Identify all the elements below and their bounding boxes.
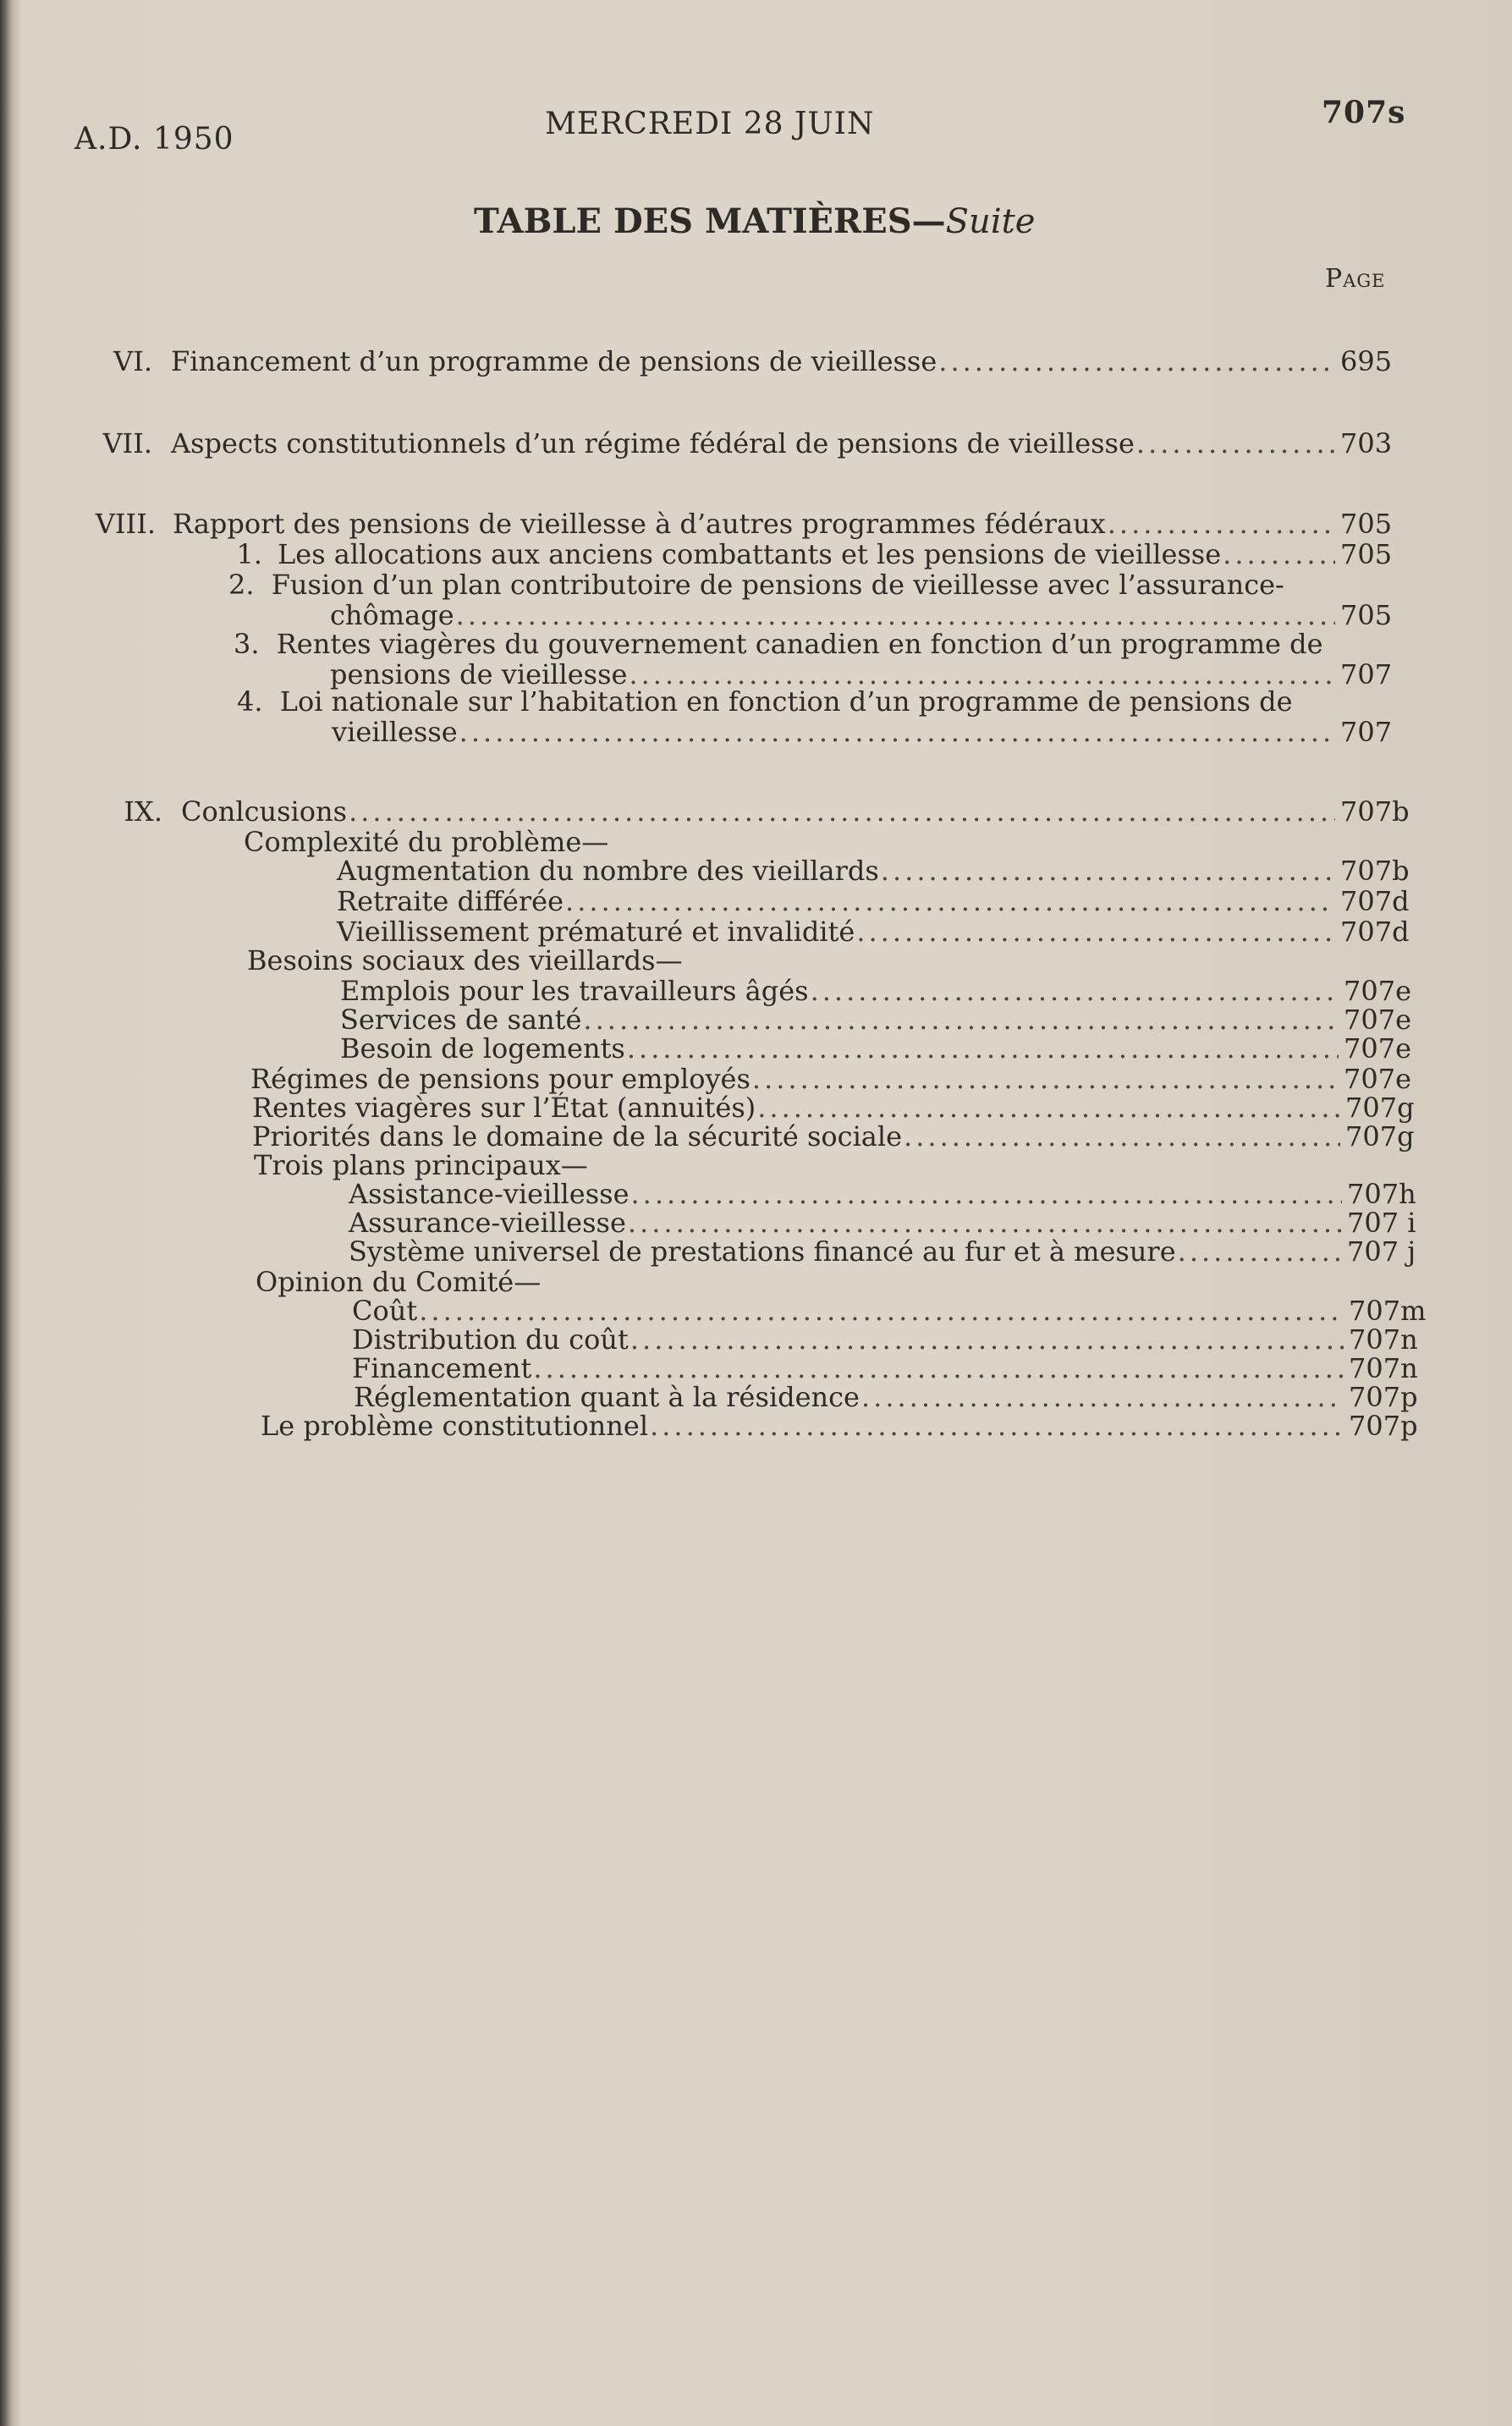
leader-dots (881, 855, 1335, 887)
toc-subentry (340, 1004, 1410, 1034)
toc-entry-page: 705 (1340, 599, 1393, 631)
toc-entry-text: Système universel de prestations financé au fur et à mesure (349, 1235, 1176, 1268)
toc-entry-text: Les allocations aux anciens combattants et les pensions de vieillesse (278, 538, 1222, 570)
leader-dots (456, 599, 1335, 631)
toc-entry-number: IX. (124, 795, 162, 828)
title-suite: Suite (945, 202, 1036, 241)
toc-entry-page: 707 j (1347, 1235, 1416, 1268)
toc-subentry (352, 1352, 1418, 1384)
toc-entry-page: 707g (1345, 1092, 1415, 1124)
toc-entry-page: 707e (1344, 975, 1412, 1007)
toc-subheading: Complexité du problème— (244, 826, 609, 858)
leader-dots (419, 1295, 1344, 1327)
toc-entry-text: Rapport des pensions de vieillesse à d’autres programmes fédéraux (173, 508, 1106, 540)
toc-subentry (337, 855, 1410, 887)
toc-entry-text: Rentes viagères sur l’État (annuités) (252, 1092, 756, 1124)
toc-entry-text: Assistance-vieillesse (349, 1178, 630, 1210)
leader-dots (533, 1352, 1344, 1384)
toc-entry-text: Augmentation du nombre des vieillards (337, 855, 879, 887)
leader-dots (1223, 538, 1335, 570)
toc-entry-text: Loi nationale sur l’habitation en fonction d’un programme de pensions de (279, 685, 1293, 718)
leader-dots (752, 1063, 1339, 1095)
toc-entry-number: 1. (236, 538, 262, 570)
page-title (474, 201, 1035, 241)
leader-dots (938, 345, 1335, 377)
toc-subentry-line1 (228, 569, 1284, 601)
toc-entry-page: 707g (1345, 1120, 1415, 1152)
toc-entry-number: VI. (113, 345, 152, 377)
header-page-number: 707s (1322, 95, 1406, 130)
toc-subentry (252, 1120, 1415, 1152)
leader-dots (627, 1032, 1339, 1064)
toc-entry-text: Conlcusions (181, 795, 348, 828)
toc-entry-page: 705 (1340, 538, 1393, 570)
toc-subentry (252, 1092, 1415, 1124)
leader-dots (757, 1092, 1340, 1124)
toc-entry-text: Financement (352, 1352, 532, 1384)
leader-dots (459, 716, 1335, 748)
leader-dots (856, 916, 1335, 948)
toc-entry-page: 707 (1340, 658, 1393, 690)
toc-entry-page: 707p (1349, 1381, 1418, 1413)
toc-entry-page: 707n (1349, 1323, 1418, 1356)
toc-entry-number: VII. (102, 427, 152, 459)
page-column-label: Page (1325, 264, 1386, 294)
toc-subheading: Trois plans principaux— (254, 1149, 588, 1181)
leader-dots (1178, 1235, 1342, 1268)
toc-subentry (349, 1235, 1416, 1268)
toc-subentry (261, 1410, 1418, 1442)
toc-entry-page: 707d (1340, 916, 1410, 948)
toc-entry-number: 4. (237, 685, 263, 718)
toc-entry-page: 695 (1340, 345, 1393, 377)
leader-dots (650, 1410, 1344, 1442)
toc-entry-text: Financement d’un programme de pensions de vieillesse (171, 345, 937, 377)
toc-entry-page: 707h (1347, 1178, 1416, 1210)
toc-entry-text: Services de santé (340, 1004, 582, 1036)
leader-dots (630, 1323, 1344, 1356)
toc-subentry-line2 (330, 599, 1406, 630)
header-year: A.D. 1950 (74, 122, 234, 157)
toc-entry-page: 707b (1340, 795, 1410, 828)
toc-entry-text: Coût (352, 1295, 418, 1327)
toc-entry-page: 703 (1340, 427, 1393, 459)
toc-entry-text: Retraite différée (337, 885, 564, 917)
toc-entry (107, 795, 1410, 828)
leader-dots (904, 1120, 1340, 1152)
toc-entry-text: Réglementation quant à la résidence (354, 1381, 860, 1413)
toc-entry-text: pensions de vieillesse (330, 658, 628, 690)
toc-entry-text: chômage (330, 599, 454, 631)
toc-entry-number: VIII. (95, 508, 156, 540)
toc-entry-text: Besoin de logements (340, 1032, 625, 1064)
leader-dots (628, 1207, 1342, 1239)
toc-entry-page: 707b (1340, 855, 1410, 887)
toc-entry-text: Assurance-vieillesse (349, 1207, 626, 1239)
toc-subentry (250, 1063, 1410, 1093)
toc-subentry (337, 916, 1410, 948)
toc-subentry (340, 1032, 1410, 1063)
leader-dots (349, 795, 1335, 828)
toc-subentry (349, 1207, 1416, 1239)
toc-subheading: Opinion du Comité— (256, 1266, 542, 1298)
toc-subentry (354, 1381, 1418, 1413)
toc-subentry-line1 (237, 685, 1293, 718)
toc-subentry (352, 1323, 1418, 1356)
leader-dots (583, 1004, 1339, 1036)
leader-dots (1108, 508, 1335, 540)
toc-subentry (337, 885, 1410, 917)
toc-entry-page: 705 (1340, 508, 1393, 540)
toc-entry-text: Distribution du coût (352, 1323, 629, 1356)
toc-subentry-line2 (332, 716, 1406, 746)
toc-entry-page: 707n (1349, 1352, 1418, 1384)
toc-subentry (352, 1295, 1427, 1327)
toc-entry-text: Aspects constitutionnels d’un régime fédéral de pensions de vieillesse (171, 427, 1135, 459)
toc-entry-text: Régimes de pensions pour employés (250, 1063, 751, 1095)
toc-entry-page: 707d (1340, 885, 1410, 917)
leader-dots (565, 885, 1335, 917)
leader-dots (811, 975, 1339, 1007)
toc-entry-number: 3. (234, 628, 260, 660)
toc-subentry (349, 1178, 1416, 1210)
title-main: TABLE DES MATIÈRES— (474, 201, 946, 241)
header-date: MERCREDI 28 JUIN (545, 107, 875, 141)
toc-entry-text: Priorités dans le domaine de la sécurité sociale (252, 1120, 903, 1152)
toc-subentry-line1 (234, 628, 1323, 660)
toc-entry-text: Le problème constitutionnel (261, 1410, 649, 1442)
toc-entry (93, 345, 1406, 376)
leader-dots (1136, 427, 1335, 459)
toc-entry-page: 707p (1349, 1410, 1418, 1442)
toc-subentry (228, 538, 1406, 569)
toc-entry-page: 707e (1344, 1004, 1412, 1036)
toc-entry (78, 508, 1406, 538)
toc-entry-page: 707m (1349, 1295, 1427, 1327)
toc-entry-page: 707e (1344, 1063, 1412, 1095)
leader-dots (631, 1178, 1343, 1210)
leader-dots (861, 1381, 1344, 1413)
toc-subentry (340, 975, 1410, 1005)
toc-entry-text: Vieillissement prématuré et invalidité (337, 916, 855, 948)
toc-entry-page: 707e (1344, 1032, 1412, 1064)
toc-entry-text: Fusion d’un plan contributoire de pensions de vieillesse avec l’assurance- (271, 569, 1284, 601)
toc-entry-page: 707 i (1347, 1207, 1416, 1239)
toc-subentry-line2 (330, 658, 1406, 689)
toc-entry-text: Rentes viagères du gouvernement canadien en fonction d’un programme de (276, 628, 1323, 660)
toc-entry-text: vieillesse (332, 716, 458, 748)
toc-subheading: Besoins sociaux des vieillards— (247, 944, 683, 976)
toc-entry (81, 427, 1406, 458)
toc-entry-number: 2. (228, 569, 255, 601)
toc-entry-text: Emplois pour les travailleurs âgés (340, 975, 809, 1007)
toc-entry-page: 707 (1340, 716, 1393, 748)
